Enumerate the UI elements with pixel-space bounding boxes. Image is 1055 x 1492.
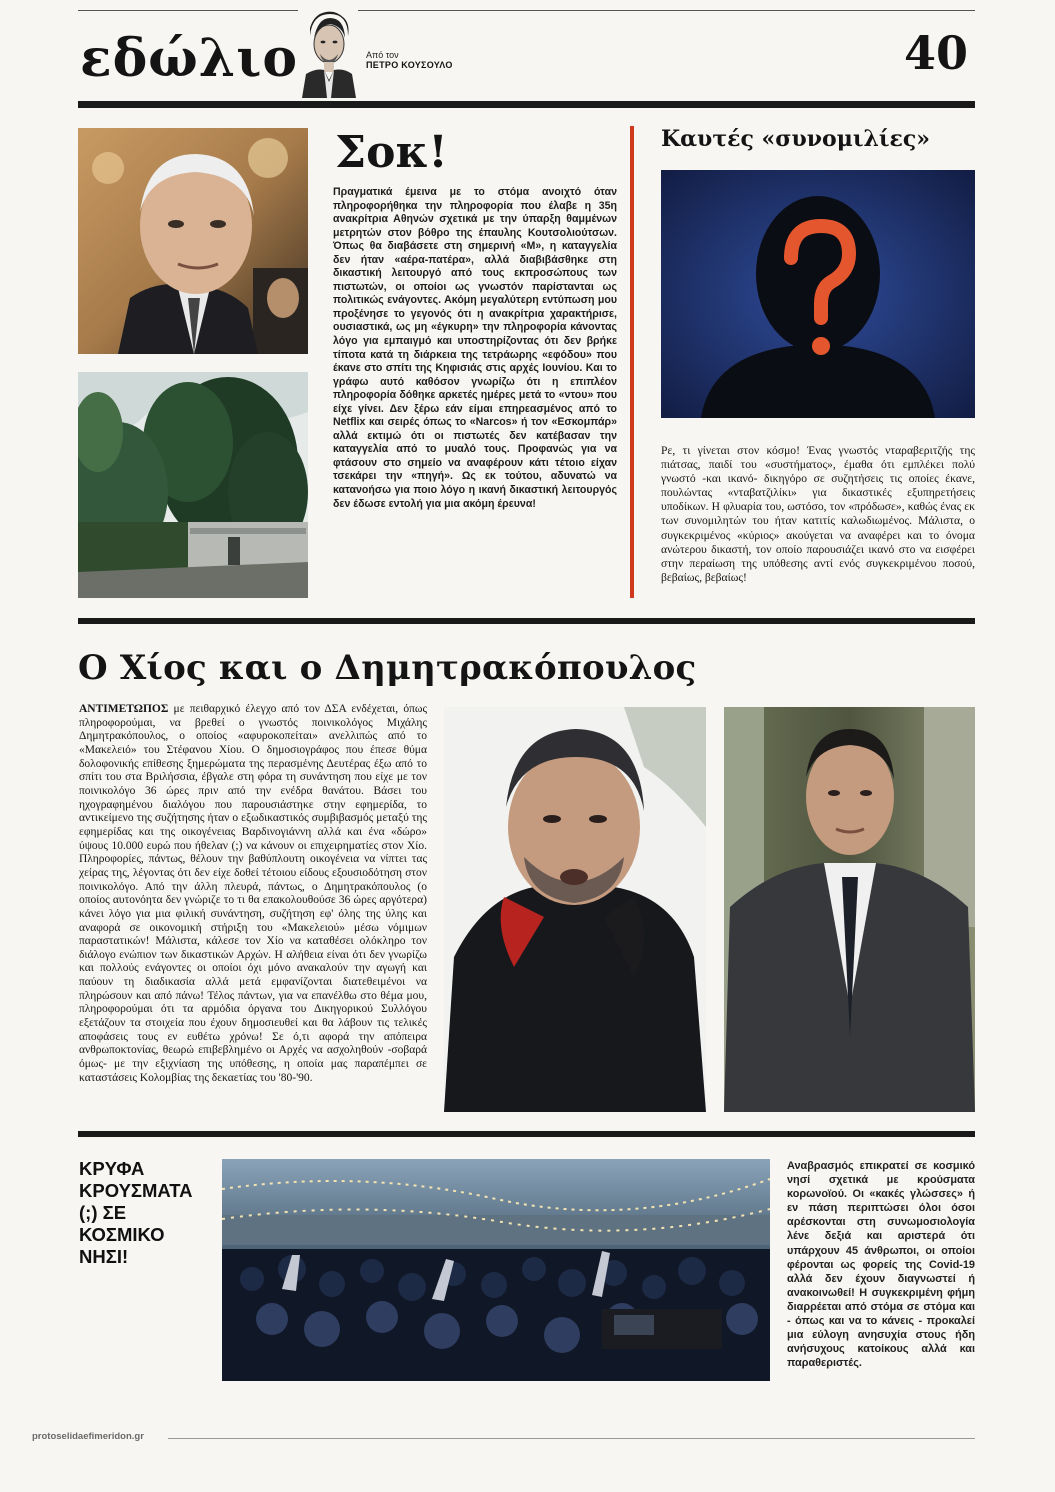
sok-headline: Σοκ! xyxy=(335,127,448,178)
byline-name: ΠΕΤΡΟ ΚΟΥΣΟΥΛΟ xyxy=(366,60,453,70)
section-rule-1 xyxy=(78,618,975,624)
section-rule-2 xyxy=(78,1131,975,1137)
column-divider xyxy=(630,126,634,598)
photo-journalist xyxy=(444,707,706,1112)
sok-body: Πραγματικά έμεινα με το στόμα ανοιχτό όταν πληροφορήθηκα την πληροφορία που έλαβε η 35η ανακρίτρια Αθηνών σχετικά με την ύπαρξη θαμμένων μετρητών στον βόθρο της έπαυλης Κουτσολιούτσων. Όπως θα διαβάσετε στη σημερινή «Μ», η καταγγελία δεν ήταν «αέρα-πατέρα», αλλά διαβιβάσθηκε στη δικαστική λειτουργό από τους εκπροσώπους των πιστωτών, οι οποίοι ως γνωστόν παρίστανται ως πολιτικώς ενάγοντες. Ακόμη μεγαλύτερη εντύπωση μου προξένησε το γεγονός ότι η ανακρίτρια χαρακτήρισε, ουσιαστικά, ως μη «έγκυρη» την πληροφορία κάνοντας λόγο για εμπαιγμό και υποστηρίζοντας ότι δεν βρήκε τίποτα κατά τη διάρκεια της τετράωρης «εφόδου» που έκανε στο σπίτι της Κηφισιάς στις αρχές Ιουνίου. Και το γράφω αυτό καθόσον γνωρίζω ότι η επιπλέον πληροφορία δόθηκε αρκετές ημέρες μετά το «ντου» που είχε γίνει. Δεν ξέρω εάν είμαι επηρεασμένος από το Netflix και σειρές όπως το «Narcos» ή τον «Εσκομπάρ» αλλά εκτιμώ ότι οι πιστωτές δεν κατέβασαν την καταγγελία από το μυαλό τους. Προφανώς για να φτάσουν στο σημείο να αναφέρουν κάτι τέτοιο είχαν τσεκάρει την «πηγή». Ως εκ τούτου, αδυνατώ να κατανοήσω για ποιο λόγο η ικανή δικαστική λειτουργός δεν έδωσε εντολή για μια ακόμη έρευνα! xyxy=(333,186,617,510)
columnist-portrait xyxy=(298,8,358,98)
krypha-body: Αναβρασμός επικρατεί σε κοσμικό νησί σχετικά με κρούσματα κορωνοϊού. Οι «κακές γλώσσες» ή εν πάση περιπτώσει όλοι όσοι αρέσκονται στη συνωμοσιολογία λένε δεξιά και αριστερά ότι υπάρχουν 45 άνθρωποι, οι οποίοι φέρονται ως φορείς της Covid-19 αλλά δεν έχουν διαγνωστεί ή ανακοινωθεί! Η συγκεκριμένη φήμη διαρρέεται από στόμα σε στόμα και - όπως και να το κάνεις - προκαλεί μια εύλογη ανησυχία στους ήδη ανήσυχους κατοίκους αλλά και παραθεριστές. xyxy=(787,1160,975,1370)
page-number: 40 xyxy=(904,26,969,80)
xios-lead: ΑΝΤΙΜΕΤΩΠΟΣ xyxy=(79,703,169,715)
photo-elderly-man xyxy=(78,128,308,354)
photo-villa-garden xyxy=(78,372,308,598)
photo-lawyer xyxy=(724,707,975,1112)
top-rule xyxy=(78,10,975,11)
xios-text: με πειθαρχικό έλεγχο από τον ΔΣΑ ενδέχεται, όπως πληροφορούμαι, να βρεθεί ο γνωστός ποινικολόγος Μιχάλης Δημητρακόπουλος, ο οποίος «αφυροκοπείται» ανελλιπώς από το «Μακελειό» του Στέφανου Χίου. Ο δημοσιογράφος που έπεσε θύμα δολοφονικής επίθεσης ξημερώματα της περασμένης Δευτέρας έξω από το σπίτι του στα Βριλήσσια, έβγαλε στη φόρα τη συνάντηση που είχε με τον ποινικολόγο 36 ώρες πριν από την ενέδρα θανάτου. Βάσει του ηχογραφημένου διαλόγου που παρουσιάστηκε στην εφημερίδα, το αντικείμενο της συζήτησης ήταν ο εξωδικαστικός συμβιβασμός μεταξύ της εφημερίδας και της οικογένειας Βαρδινογιάννη αλλά και ένα «δώρο» ύψους 10.000 ευρώ που ήθελαν (;) να κάνουν οι επιχειρηματίες στον Χίο. Πληροφορίες, πάντως, θέλουν την βαθύπλουτη οικογένεια να νίπτει τας χείρας της, λέγοντας ότι δεν είχε δοθεί τέτοιου είδους εξουσιοδότηση στον ποινικολόγο. Από την άλλη πλευρά, πάντως, ο Δημητρακόπουλος (ο οποίος αυτονόητα δεν γνώριζε το τι θα επακολουθούσε 36 ώρες αργότερα) κάνει λόγο για μια φιλική συνάντηση, συζήτηση εφ' όλης της ύλης και αναφορά σε οικονομική στήριξη του «Μακελειού» μέσω νόμιμων παραστατικών! Μάλιστα, κάλεσε τον Χίο να καταθέσει ολόκληρο τον διάλογο ενώπιον των δικαστικών Αρχών. Η αλήθεια είναι ότι δεν γνωρίζω και πολλούς ενάγοντες οι οποίοι όχι μόνο ανακαλούν την αγωγή και παύουν τη διαδικασία αλλά μετά εμφανίζονται διατεθειμένοι να πληρώσουν και από πάνω! Τέλος πάντων, για να επανέλθω στο θέμα μου, πληροφορούμαι ότι τα αρμόδια όργανα του Δικηγορικού Συλλόγου εξετάζουν τα στοιχεία που έχουν δημοσιευθεί και θα λάβουν τις τελικές αποφάσεις τους εν ευθέτω χρόνω! Σε ό,τι αφορά την απόπειρα ανθρωποκτονίας, θεωρώ επιβεβλημένο οι Αρχές να ασχοληθούν -σοβαρά όμως- με την εξιχνίαση της υπόθεσης, η οποία μας παραπέμπει σε καταστάσεις Κολομβίας της δεκαετίας του '80-'90. xyxy=(79,703,427,1084)
photo-anonymous-silhouette xyxy=(661,170,975,418)
byline-prefix: Από τον xyxy=(366,50,399,60)
masthead-rule xyxy=(78,101,975,108)
kaftes-body: Ρε, τι γίνεται στον κόσμο! Ένας γνωστός νταραβεριτζής της πιάτσας, παιδί του «συστήματος», έμαθα ότι εμπλέκει πολύ γνωστό -και ικανό- δικηγόρο σε συζητήσεις τις οποίες έκανε, πουλώντας «νταβατζιλίκι» για δικαστικές εξυπηρετήσεις υποδίκων. Η φλυαρία του, ωστόσο, τον «πρόδωσε», καθώς ένας εκ των συνομιλητών του ήταν κατιτίς καλωδιωμένος. Μάλιστα, ο συγκεκριμένος «κύριος» ακούγεται να αναφέρει και το όνομα ανώτερου δικαστή, τον οποίο παρουσιάζει ικανό στο να εισφέρει στην περαίωση της υπόθεσης αντί ενός συγκεκριμένου ποσού, βεβαίως, βεβαίως! xyxy=(661,444,975,584)
xios-headline: Ο Χίος και ο Δημητρακόπουλος xyxy=(78,648,697,688)
krypha-headline: ΚΡΥΦΑ ΚΡΟΥΣΜΑΤΑ (;) ΣΕ ΚΟΣΜΙΚΟ ΝΗΣΙ! xyxy=(79,1158,193,1267)
xios-body xyxy=(79,703,427,1085)
source-watermark[interactable]: protoselidaefimeridon.gr xyxy=(32,1431,144,1442)
photo-party-crowd xyxy=(222,1159,770,1381)
column-title: εδώλιο xyxy=(80,28,299,89)
kaftes-headline: Καυτές «συνομιλίες» xyxy=(661,126,931,152)
footer-rule xyxy=(168,1438,975,1439)
